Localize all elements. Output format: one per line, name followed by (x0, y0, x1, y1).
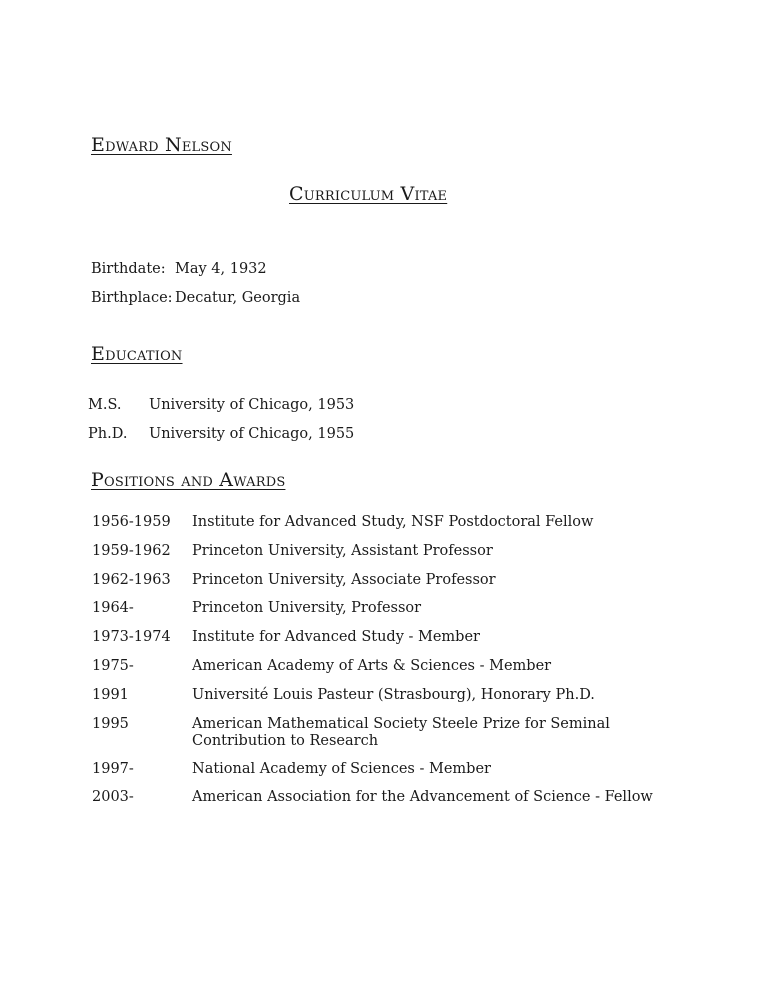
birthdate-value: May 4, 1932 (175, 261, 267, 277)
position-years: 1975- (92, 658, 134, 674)
degree-detail: University of Chicago, 1955 (149, 426, 355, 442)
document-title: Curriculum Vitae (289, 183, 448, 205)
position-detail: American Association for the Advancement of Science - Fellow (192, 789, 653, 805)
position-detail: Princeton University, Associate Professor (192, 572, 496, 588)
position-years: 1973-1974 (92, 629, 171, 645)
positions-heading: Positions and Awards (91, 469, 286, 491)
position-years: 1962-1963 (92, 572, 171, 588)
position-detail: Princeton University, Assistant Professor (192, 543, 493, 559)
education-heading: Education (91, 343, 183, 365)
position-years: 1959-1962 (92, 543, 171, 559)
birthplace-value: Decatur, Georgia (175, 290, 301, 306)
position-detail: National Academy of Sciences - Member (192, 761, 491, 777)
position-detail: American Mathematical Society Steele Prize for Seminal Contribution to Research (192, 716, 610, 749)
degree: M.S. (88, 397, 122, 413)
position-years: 1956-1959 (92, 514, 171, 530)
position-years: 1995 (92, 716, 129, 732)
position-years: 1997- (92, 761, 134, 777)
position-detail: American Academy of Arts & Sciences - Member (192, 658, 552, 674)
degree-detail: University of Chicago, 1953 (149, 397, 355, 413)
position-detail: Princeton University, Professor (192, 600, 422, 616)
position-years: 1991 (92, 687, 129, 703)
birthplace-label: Birthplace: (91, 290, 173, 306)
position-years: 1964- (92, 600, 134, 616)
position-years: 2003- (92, 789, 134, 805)
position-detail: Institute for Advanced Study - Member (192, 629, 480, 645)
position-detail: Institute for Advanced Study, NSF Postdoctoral Fellow (192, 514, 594, 530)
degree: Ph.D. (88, 426, 128, 442)
position-detail: Université Louis Pasteur (Strasbourg), Honorary Ph.D. (192, 687, 595, 703)
birthdate-label: Birthdate: (91, 261, 166, 277)
author-name: Edward Nelson (91, 134, 232, 156)
